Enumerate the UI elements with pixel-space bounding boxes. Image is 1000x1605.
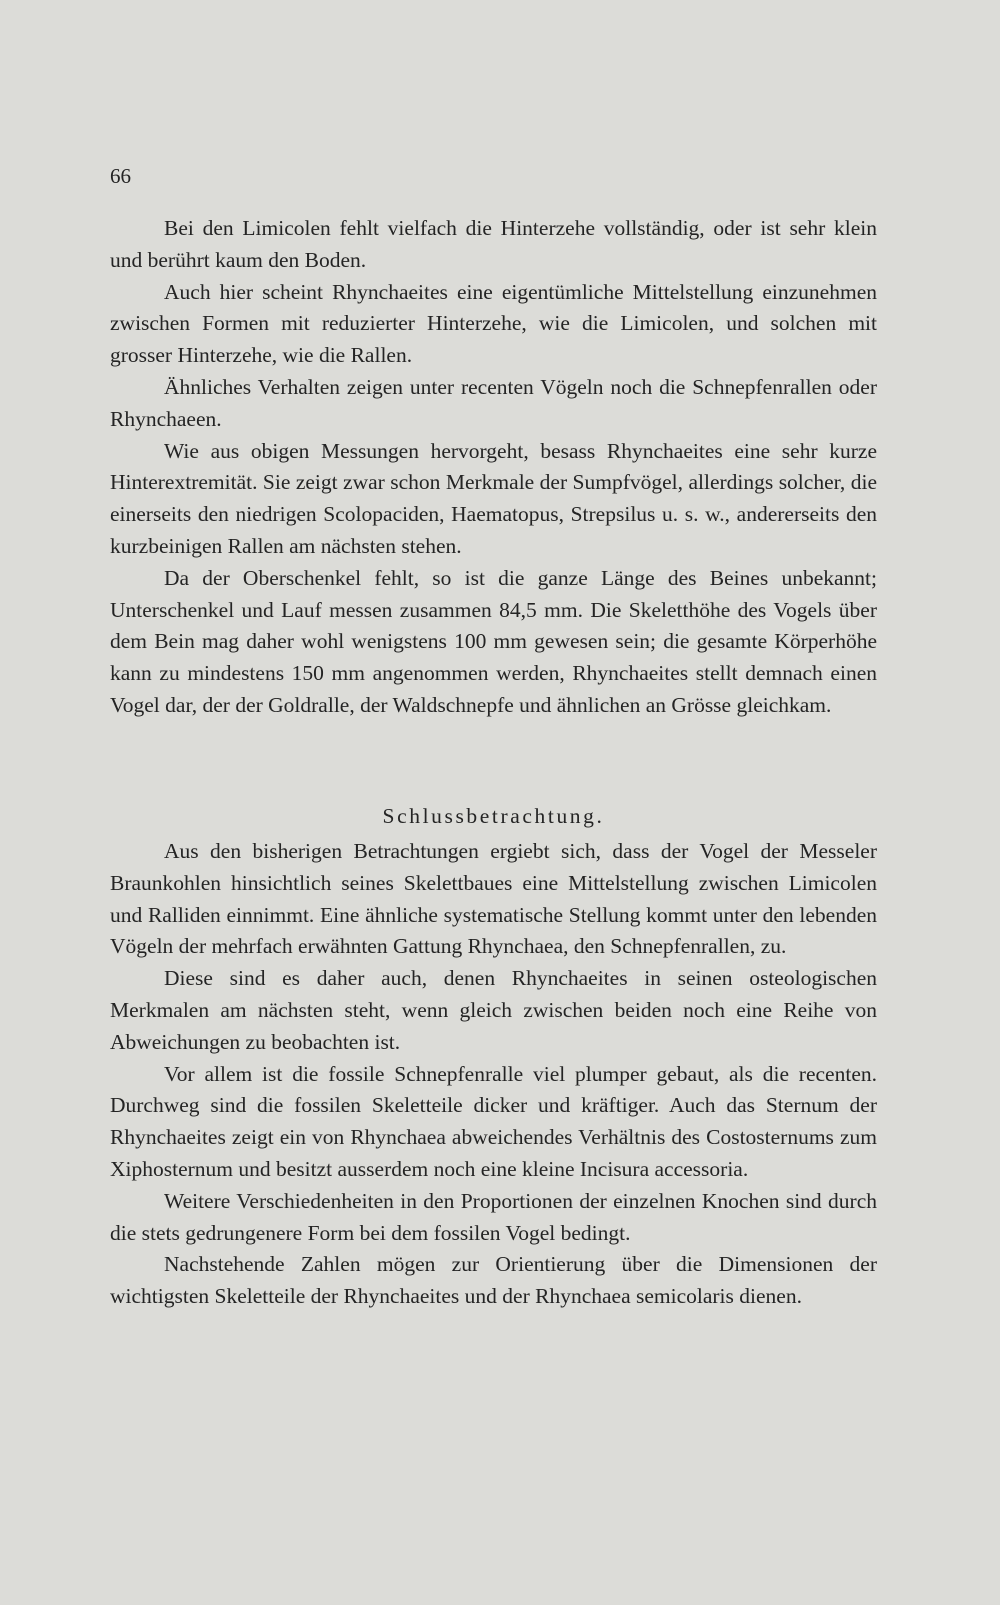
paragraph-conclusion-merkmale: Diese sind es daher auch, denen Rhynchaeites in seinen osteologischen Merkmalen am nächsten steht, wenn gleich zwischen beiden noch eine Reihe von Abweichungen zu beobachten ist. [110,966,877,1054]
section-heading: Schlussbetrachtung. [382,804,605,828]
paragraph-hinterextremitaet: Wie aus obigen Messungen hervorgeht, besass Rhynchaeites eine sehr kurze Hinterextremität. Sie zeigt zwar schon Merkmale der Sumpfvögel, allerdings solcher, die einerseits den niedrigen Scolopaciden, Haematopus, Strepsilus u. s. w., andererseits den kurzbeinigen Rallen am nächsten stehen. [110,438,877,558]
body-text-bottom [110,836,877,1313]
paragraph-mittelstellung: Auch hier scheint Rhynchaeites eine eigentümliche Mittelstellung einzunehmen zwischen Formen mit reduzierter Hinterzehe, wie die Limicolen, und solchen mit grosser Hinterzehe, wie die Rallen. [110,279,877,368]
paragraph-conclusion-proportionen: Weitere Verschiedenheiten in den Proportionen der einzelnen Knochen sind durch die stets gedrungenere Form bei dem fossilen Vogel bedingt. [110,1188,877,1245]
paragraph-conclusion-mittelstellung: Aus den bisherigen Betrachtungen ergiebt sich, dass der Vogel der Messeler Braunkohlen hinsichtlich seines Skelettbaues eine Mittelstellung zwischen Limicolen und Ralliden einnimmt. Eine ähnliche systematische Stellung kommt unter den lebenden Vögeln der mehrfach erwähnten Gattung Rhynchaea, den Schnepfenrallen, zu. [110,839,877,959]
paragraph-schnepfenrallen: Ähnliches Verhalten zeigen unter recenten Vögeln noch die Schnepfenrallen oder Rhynchaeen. [110,374,877,431]
paragraph-conclusion-plumper: Vor allem ist die fossile Schnepfenralle viel plumper gebaut, als die recenten. Durchweg sind die fossilen Skeletteile dicker und kräftiger. Auch das Sternum der Rhynchaeites zeigt ein von Rhynchaea abweichendes Verhältnis des Costosternums zum Xiphosternum und besitzt ausserdem noch eine kleine Incisura accessoria. [110,1061,877,1181]
body-text-top [110,213,877,722]
paragraph-limicolen: Bei den Limicolen fehlt vielfach die Hinterzehe vollständig, oder ist sehr klein und berührt kaum den Boden. [110,216,877,272]
page-number: 66 [110,164,131,188]
paragraph-conclusion-zahlen: Nachstehende Zahlen mögen zur Orientierung über die Dimensionen der wichtigsten Skeletteile der Rhynchaeites und der Rhynchaea semicolaris dienen. [110,1252,877,1309]
paragraph-koerperhoehe: Da der Oberschenkel fehlt, so ist die ganze Länge des Beines unbekannt; Unterschenkel und Lauf messen zusammen 84,5 mm. Die Skeletthöhe des Vogels über dem Bein mag daher wohl wenigstens 100 mm gewesen sein; die gesamte Körperhöhe kann zu mindestens 150 mm angenommen werden, Rhynchaeites stellt demnach einen Vogel dar, der der Goldralle, der Waldschnepfe und ähnlichen an Grösse gleichkam. [110,565,877,717]
